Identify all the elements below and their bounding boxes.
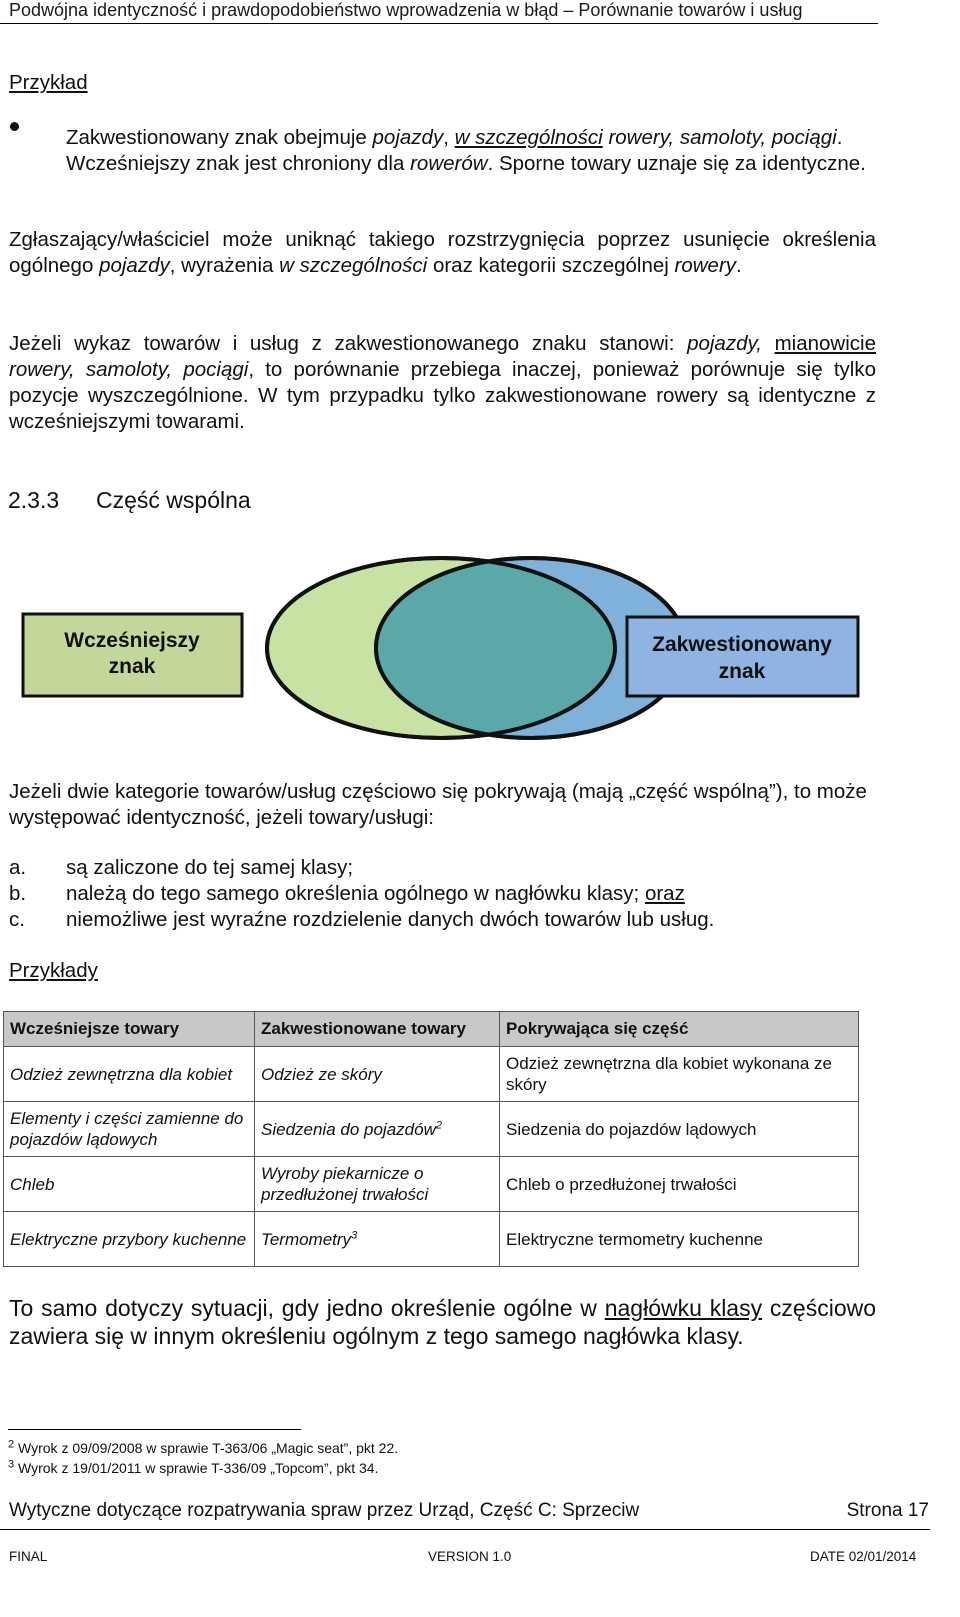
col-header-overlap: Pokrywająca się część <box>500 1012 859 1047</box>
section-title: Część wspólna <box>96 487 251 513</box>
paragraph-list-specification: Jeżeli wykaz towarów i usług z zakwestionowanego znaku stanowi: pojazdy, mianowicie rowery, samoloty, pociągi, to porównanie przebiega inaczej, ponieważ porównuje się tylko pozycje wyszczególnione. W tym przypadku tylko zakwestionowane rowery są identyczne z wcześniejszymi towarami. <box>9 332 876 433</box>
bullet-dot <box>10 122 19 131</box>
condition-a: są zaliczone do tej samej klasy; <box>66 856 354 879</box>
condition-a-marker: a. <box>9 856 27 879</box>
earlier-mark-label: Wcześniejszy <box>64 629 200 652</box>
footer-divider <box>0 1529 930 1530</box>
footnote-ref-3: 3 <box>351 1228 358 1241</box>
condition-c-marker: c. <box>9 908 25 931</box>
condition-c: niemożliwe jest wyraźne rozdzielenie danych dwóch towarów lub usług. <box>66 908 715 931</box>
footer-status: FINAL <box>9 1549 48 1564</box>
svg-text:znak: znak <box>108 655 156 678</box>
paragraph-remove-term: Zgłaszający/właściciel może uniknąć takiego rozstrzygnięcia poprzez usunięcie określenia ogólnego pojazdy, wyrażenia w szczególności oraz kategorii szczególnej rowery. <box>9 228 876 277</box>
footer-page-number: Strona 17 <box>846 1500 929 1521</box>
table-row: Elementy i części zamienne do pojazdów lądowych Siedzenia do pojazdów$^2$ Siedzenia do pojazdów lądowych <box>4 1102 859 1157</box>
table-header-row <box>4 1012 859 1047</box>
running-header: Podwójna identyczność i prawdopodobieństwo wprowadzenia w błąd – Porównanie towarów i usług <box>9 0 803 20</box>
footer-doc-title: Wytyczne dotyczące rozpatrywania spraw przez Urząd, Część C: Sprzeciw <box>9 1500 640 1521</box>
footnote-3: $^3$ Wyrok z 19/01/2011 w sprawie T-336/09 „Topcom”, pkt 34. <box>8 1458 379 1476</box>
footnote-divider <box>8 1429 301 1430</box>
footnote-2: $^2$ Wyrok z 09/09/2008 w sprawie T-363/06 „Magic seat”, pkt 22. <box>8 1438 399 1456</box>
examples-table <box>3 1011 859 1267</box>
paragraph-overlap: Jeżeli dwie kategorie towarów/usług częściowo się pokrywają (mają „część wspólną”), to może występować identyczność, jeżeli towary/usługi: <box>9 780 867 829</box>
col-header-contested: Zakwestionowane towary <box>255 1012 500 1047</box>
table-row: Elektryczne przybory kuchenne Termometry$^3$ Elektryczne termometry kuchenne <box>4 1212 859 1267</box>
examples-label: Przykłady <box>9 959 98 982</box>
condition-b-marker: b. <box>9 882 27 905</box>
footnote-ref-2: 2 <box>435 1118 442 1131</box>
col-header-earlier: Wcześniejsze towary <box>4 1012 255 1047</box>
example-label: Przykład <box>9 71 88 94</box>
svg-text:znak: znak <box>718 660 766 683</box>
table-row: Odzież zewnętrzna dla kobiet Odzież ze skóry Odzież zewnętrzna dla kobiet wykonana ze skóry <box>4 1047 859 1102</box>
paragraph-class-heading: To samo dotyczy sytuacji, gdy jedno określenie ogólne w nagłówku klasy częściowo zawiera się w innym określeniu ogólnym z tego samego nagłówka klasy. <box>9 1295 877 1349</box>
bullet-paragraph: Zakwestionowany znak obejmuje pojazdy, w szczególności rowery, samoloty, pociągi. Wcześniejszy znak jest chroniony dla rowerów. Sporne towary uznaje się za identyczne. <box>66 126 866 175</box>
page-footer <box>9 1500 929 1522</box>
table-row: Chleb Wyroby piekarnicze o przedłużonej trwałości Chleb o przedłużonej trwałości <box>4 1157 859 1212</box>
condition-b: należą do tego samego określenia ogólnego w nagłówku klasy; oraz <box>66 882 685 905</box>
footer-date: DATE 02/01/2014 <box>810 1549 917 1564</box>
section-number: 2.3.3 <box>8 487 60 513</box>
contested-mark-box <box>627 617 858 696</box>
venn-diagram <box>0 555 960 745</box>
contested-mark-label: Zakwestionowany <box>652 633 832 656</box>
header-divider <box>0 23 878 24</box>
footer-version: VERSION 1.0 <box>428 1549 512 1564</box>
